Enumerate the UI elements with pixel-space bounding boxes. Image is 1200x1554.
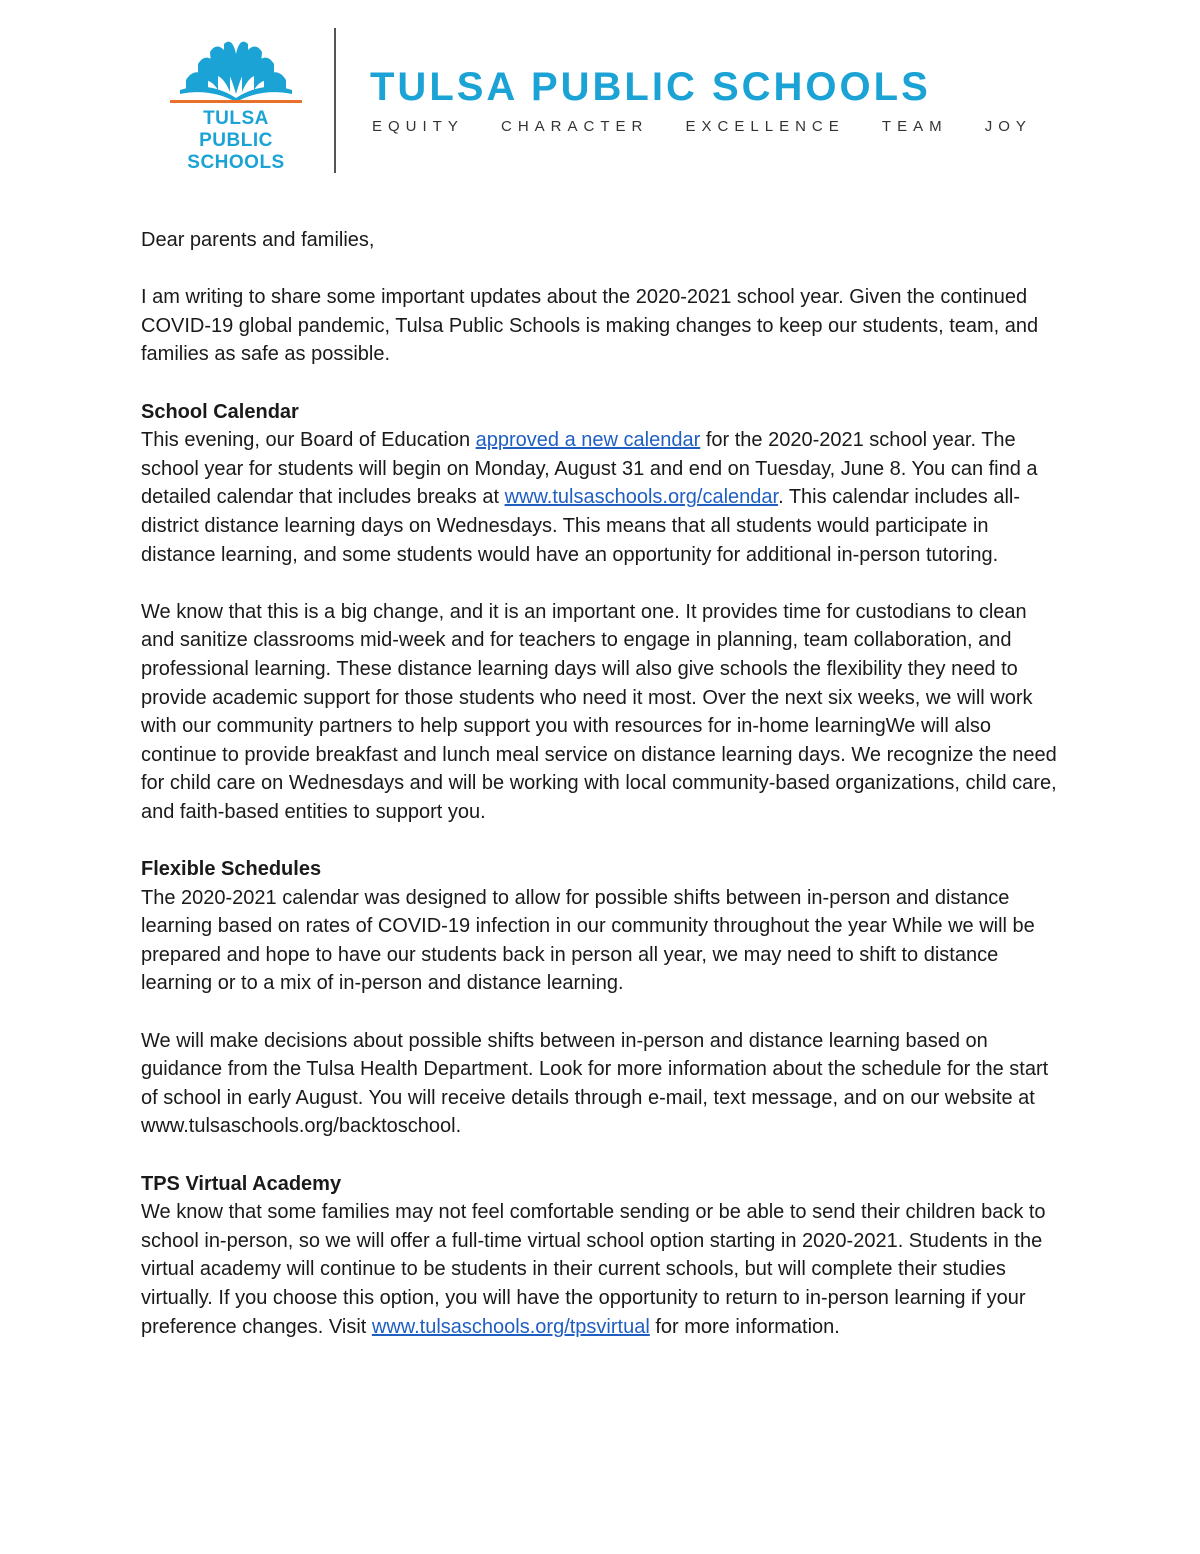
value-character: CHARACTER	[501, 118, 649, 135]
calendar-url-link[interactable]: www.tulsaschools.org/calendar	[504, 486, 779, 509]
logo-wordmark	[170, 108, 302, 174]
calendar-text-a: This evening, our Board of Education	[141, 429, 476, 452]
calendar-paragraph-2: We know that this is a big change, and it is an important one. It provides time for custodians to clean and sanitize classrooms mid-week and for teachers to engage in planning, team collaboration, and professional learning. These distance learning days will also give schools the flexibility they need to provide academic support for those students who need it most. Over the next six weeks, we will work with our community partners to help support you with resources for in-home learningWe will also continue to provide breakfast and lunch meal service on distance learning days. We recognize the need for child care on Wednesdays and will be working with local community-based organizations, child care, and faith-based entities to support you.	[141, 600, 1057, 823]
value-equity: EQUITY	[372, 118, 464, 135]
calendar-paragraph-1	[141, 426, 1061, 569]
salutation: Dear parents and families,	[141, 229, 375, 251]
logo-line1: TULSA PUBLIC	[199, 108, 273, 151]
approved-calendar-link[interactable]: approved a new calendar	[475, 429, 701, 452]
virtual-text-b: for more information.	[649, 1315, 840, 1338]
flexible-paragraph-2: We will make decisions about possible shifts between in-person and distance learning based on guidance from the Tulsa Health Department. Look for more information about the schedule for the start of school in early August. You will receive details through e-mail, text message, and on our website at www.tulsaschools.org/backtoschool.	[141, 1029, 1049, 1138]
header-divider	[334, 28, 336, 173]
flexible-paragraph-1: The 2020-2021 calendar was designed to allow for possible shifts between in-person and distance learning based on rates of COVID-19 infection in our community throughout the year While we will be prepared and hope to have our students back in person all year, we may need to shift to distance learning or to a mix of in-person and distance learning.	[141, 886, 1035, 995]
org-name: TULSA PUBLIC SCHOOLS	[370, 65, 931, 109]
virtual-paragraph	[141, 1198, 1061, 1341]
logo-divider-line	[170, 100, 302, 104]
calendar-text-b: for the 2020-2021 school year. The school year for students will begin on Monday, August 31 and end on Tuesday, June 8. You can find a detailed calendar that includes breaks at	[141, 429, 1038, 509]
value-team: TEAM	[881, 118, 948, 135]
intro-paragraph: I am writing to share some important updates about the 2020-2021 school year. Given the continued COVID-19 global pandemic, Tulsa Public Schools is making changes to keep our students, team, and families as safe as possible.	[141, 286, 1039, 366]
logo-line2: SCHOOLS	[187, 152, 285, 173]
values-tagline	[372, 118, 1032, 136]
value-excellence: EXCELLENCE	[685, 118, 845, 135]
letter-body	[141, 226, 1061, 1370]
open-book-icon	[178, 40, 294, 102]
section-heading-flexible-schedules: Flexible Schedules	[141, 858, 322, 881]
section-heading-school-calendar: School Calendar	[141, 400, 299, 423]
calendar-text-c: . This calendar includes all-district distance learning days on Wednesdays. This means that all students would participate in distance learning, and some students would have an opportunity for additional in-person tutoring.	[141, 486, 1021, 566]
section-heading-virtual-academy: TPS Virtual Academy	[141, 1172, 342, 1195]
tpsvirtual-link[interactable]: www.tulsaschools.org/tpsvirtual	[371, 1315, 650, 1338]
logo	[170, 40, 302, 180]
value-joy: JOY	[984, 118, 1032, 135]
letterhead	[0, 0, 1200, 190]
virtual-text-a: We know that some families may not feel comfortable sending or be able to send their children back to school in-person, so we will offer a full-time virtual school option starting in 2020-2021. Students in the virtual academy will continue to be students in their current schools, but will complete their studies virtually. If you choose this option, you will have the opportunity to return to in-person learning if your preference changes. Visit	[141, 1201, 1046, 1338]
